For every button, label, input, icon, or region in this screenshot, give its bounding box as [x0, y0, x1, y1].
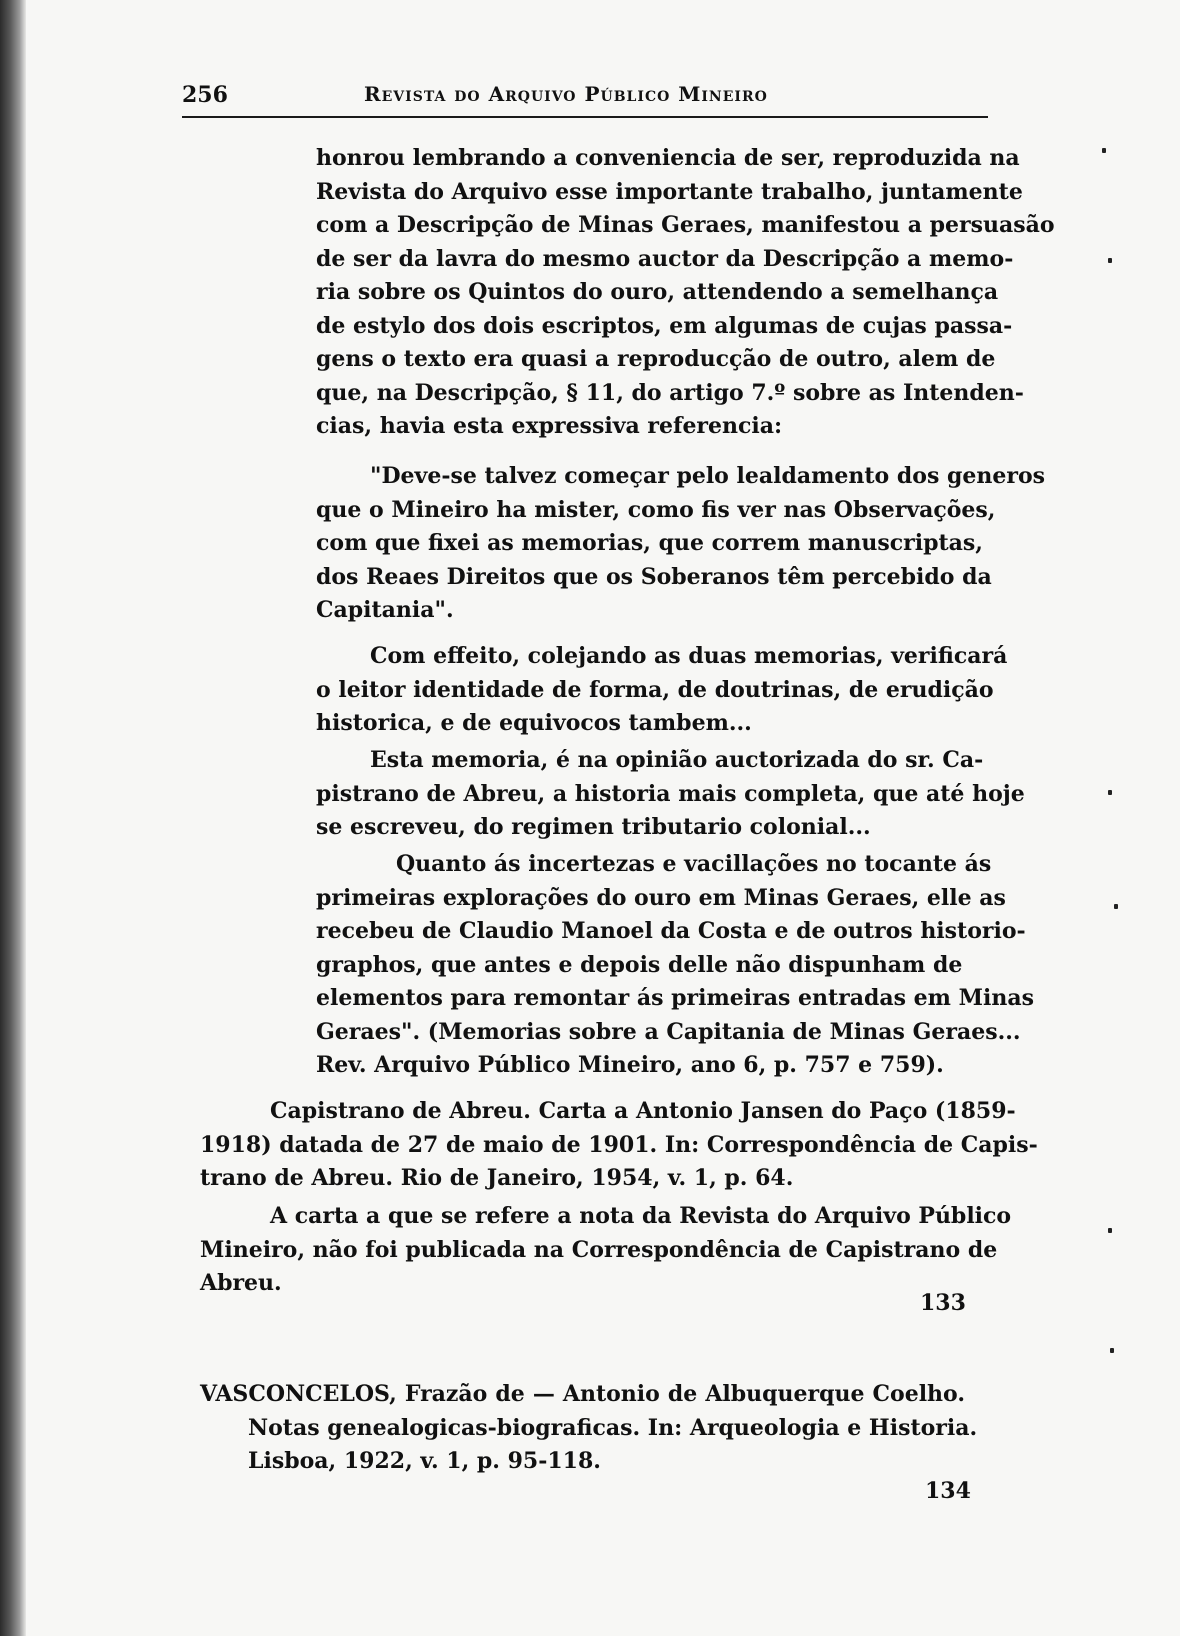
text-line: Rev. Arquivo Público Mineiro, ano 6, p. 757 e 759). [316, 1052, 944, 1078]
text-line: Revista do Arquivo esse importante trabalho, juntamente [316, 178, 1023, 205]
text-line: de estylo dos dois escriptos, em algumas de cujas passa- [316, 312, 1013, 339]
page-header [182, 82, 988, 118]
text-line: honrou lembrando a conveniencia de ser, reproduzida na [316, 145, 1020, 171]
text-line: graphos, que antes e depois delle não dispunham de [316, 951, 963, 978]
text-line: A carta a que se refere a nota da Revista do Arquivo Público [270, 1203, 1012, 1229]
text-line: Quanto ás incertezas e vacillações no tocante ás [396, 851, 992, 877]
uncertainties-paragraph [316, 848, 1034, 1083]
text-line: primeiras explorações do ouro em Minas Geraes, elle as [316, 884, 1006, 911]
text-line: Lisboa, 1922, v. 1, p. 95-118. [248, 1448, 601, 1474]
text-line: que o Mineiro ha mister, como fis ver nas Observações, [316, 496, 996, 523]
page-number: 256 [182, 82, 228, 108]
opinion-paragraph [316, 744, 1025, 845]
text-line: elementos para remontar ás primeiras entradas em Minas [316, 985, 1034, 1011]
text-line: pistrano de Abreu, a historia mais completa, que até hoje [316, 780, 1025, 807]
text-line: recebeu de Claudio Manoel da Costa e de outros historio- [316, 918, 1026, 944]
text-line: gens o texto era quasi a reproducção de outro, alem de [316, 346, 996, 372]
text-line: trano de Abreu. Rio de Janeiro, 1954, v. 1, p. 64. [200, 1165, 794, 1191]
text-line: Capitania". [316, 597, 454, 623]
text-line: Geraes". (Memorias sobre a Capitania de Minas Geraes... [316, 1018, 1021, 1045]
scan-speck [1108, 790, 1112, 795]
intro-paragraph [316, 142, 1055, 444]
collation-paragraph [316, 640, 1008, 741]
text-line: cias, havia esta expressiva referencia: [316, 413, 783, 439]
scan-speck [1110, 1348, 1114, 1353]
text-line: "Deve-se talvez começar pelo lealdamento dos generos [370, 463, 1046, 489]
text-line: dos Reaes Direitos que os Soberanos têm percebido da [316, 563, 992, 590]
quote-paragraph [316, 460, 1046, 628]
reference-number-133: 133 [920, 1290, 966, 1316]
text-line: se escreveu, do regimen tributario colonial... [316, 814, 871, 840]
text-line: 1918) datada de 27 de maio de 1901. In: Correspondência de Capis- [200, 1131, 1038, 1158]
text-line: de ser da lavra do mesmo auctor da Descripção a memo- [316, 245, 1014, 272]
text-line: ria sobre os Quintos do ouro, attendendo a semelhança [316, 279, 999, 305]
reference-number-134: 134 [925, 1478, 971, 1504]
scan-speck [1108, 1228, 1112, 1233]
text-line: Capistrano de Abreu. Carta a Antonio Jansen do Paço (1859- [270, 1098, 1016, 1124]
scan-speck [1102, 148, 1106, 153]
text-line: historica, e de equivocos tambem... [316, 710, 752, 736]
bibliography-entry [200, 1378, 978, 1479]
text-line: com que fixei as memorias, que correm manuscriptas, [316, 530, 983, 556]
text-line: que, na Descripção, § 11, do artigo 7.º sobre as Intenden- [316, 379, 1024, 406]
scan-speck [1114, 904, 1118, 909]
note-paragraph [200, 1200, 1012, 1301]
text-line: VASCONCELOS, Frazão de — Antonio de Albuquerque Coelho. [200, 1381, 965, 1407]
text-line: o leitor identidade de forma, de doutrinas, de erudição [316, 676, 994, 703]
text-line: Notas genealogicas-biograficas. In: Arqueologia e Historia. [248, 1414, 978, 1441]
text-line: com a Descripção de Minas Geraes, manifestou a persuasão [316, 212, 1055, 238]
citation-paragraph [200, 1095, 1038, 1196]
scan-speck [1108, 258, 1112, 263]
text-line: Abreu. [200, 1270, 282, 1296]
book-binding-edge [0, 0, 26, 1636]
text-line: Esta memoria, é na opinião auctorizada do sr. Ca- [370, 747, 984, 773]
text-line: Mineiro, não foi publicada na Correspondência de Capistrano de [200, 1236, 998, 1263]
text-line: Com effeito, colejando as duas memorias, verificará [370, 643, 1008, 669]
running-title: Revista do Arquivo Público Mineiro [364, 82, 768, 106]
